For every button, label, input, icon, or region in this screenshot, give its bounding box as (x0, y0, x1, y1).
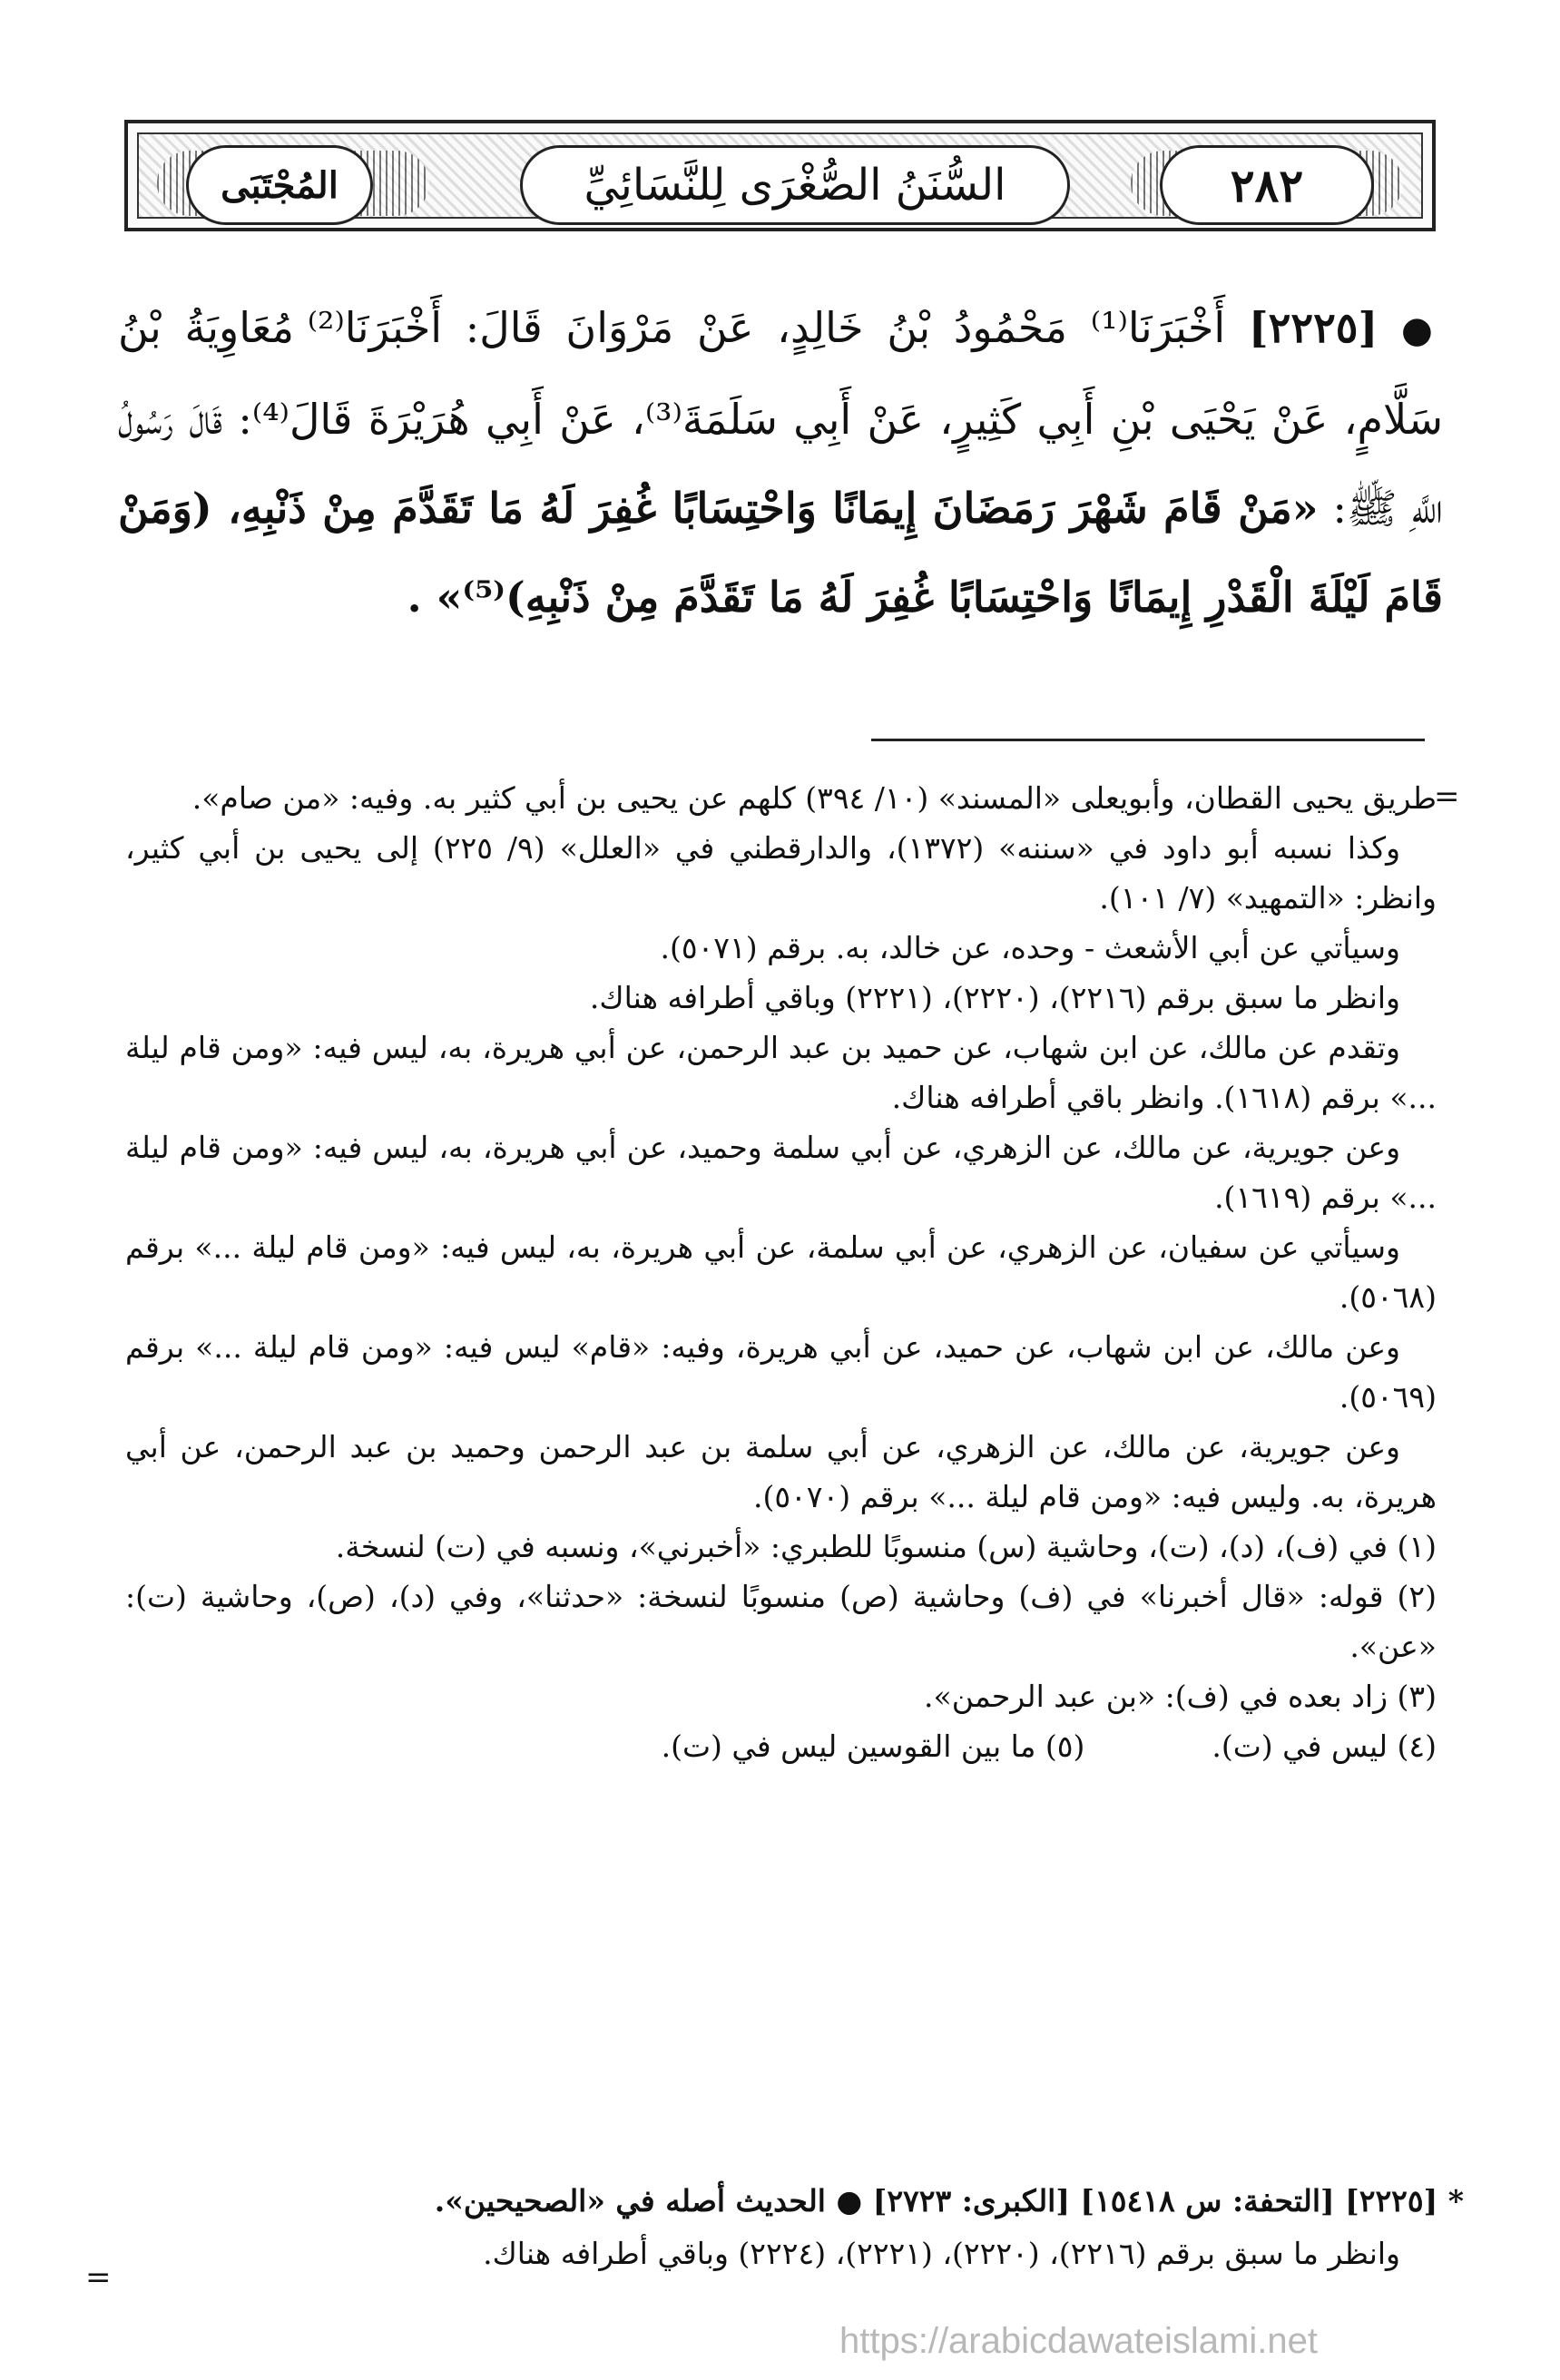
footnote-paragraph: وعن جويرية، عن مالك، عن الزهري، عن أبي سلمة وحميد، عن أبي هريرة، به، ليس فيه: «ومن قام ليلة ...» برقم (١٦١٩). (125, 1130, 1437, 1215)
bullet-icon: ● (1400, 309, 1443, 351)
hadith-number: [٢٢٢٥] (1248, 303, 1378, 352)
hadith-text (118, 283, 1443, 642)
footnote-paragraph: وتقدم عن مالك، عن ابن شهاب، عن حميد بن عبد الرحمن، عن أبي هريرة، به، ليس فيه: «ومن قام ليلة ...» برقم (١٦١٨). وانظر باقي أطرافه هناك. (125, 1030, 1437, 1115)
footnote-4: (٤) ليس في (ت). (1212, 1729, 1437, 1764)
continuation-marker: = (1434, 779, 1460, 815)
matn: «مَنْ قَامَ شَهْرَ رَمَضَانَ إِيمَانًا وَاحْتِسَابًا غُفِرَ لَهُ مَا تَقَدَّمَ مِنْ ذَنْبِهِ، (وَمَنْ قَامَ لَيْلَةَ الْقَدْرِ إِيمَانًا وَاحْتِسَابًا غُفِرَ لَهُ مَا تَقَدَّمَ مِنْ ذَنْبِهِ)⁽⁵⁾» . (118, 484, 1443, 622)
book-short-title: المُجْتَبَى (186, 145, 373, 225)
footnote-separator (871, 739, 1425, 741)
footnote-3: (٣) زاد بعده في (ف): «بن عبد الرحمن». (924, 1679, 1437, 1714)
end-marker: = (85, 2259, 112, 2296)
footnote-row (125, 1721, 1437, 1771)
footnote-1: (١) في (ف)، (د)، (ت)، وحاشية (س) منسوبًا للطبري: «أخبرني»، ونسبه في (ت) لنسخة. (335, 1529, 1437, 1564)
footnote-paragraph: وانظر ما سبق برقم (٢٢١٦)، (٢٢٢٠)، (٢٢٢١) وباقي أطرافه هناك. (589, 980, 1400, 1015)
footnote-paragraph: وسيأتي عن أبي الأشعث - وحده، عن خالد، به. برقم (٥٠٧١). (660, 930, 1400, 965)
header-ornament-frame (137, 132, 1423, 219)
watermark-url: https://arabicdawateislami.net (839, 2321, 1318, 2361)
footnote-paragraph: طريق يحيى القطان، وأبويعلى «المسند» (١٠/ ٣٩٤) كلهم عن يحيى بن أبي كثير به. وفيه: «من صام». (191, 780, 1437, 816)
footnote-paragraph: وعن مالك، عن ابن شهاب، عن حميد، عن أبي هريرة، وفيه: «قام» ليس فيه: «ومن قام ليلة ...» برقم (٥٠٦٩). (125, 1329, 1437, 1415)
page-number: ٢٨٢ (1160, 145, 1374, 225)
footnote-5: (٥) ما بين القوسين ليس في (ت). (661, 1729, 1085, 1764)
footnote-2: (٢) قوله: «قال أخبرنا» في (ف) وحاشية (ص) منسوبًا لنسخة: «حدثنا»، وفي (د)، (ص)، وحاشية (ت): «عن». (125, 1579, 1437, 1664)
takhrij-line: * [٢٢٢٥] [التحفة: س ١٥٤١٨] [الكبرى: ٢٧٢٣] ● الحديث أصله في «الصحيحين». (434, 2183, 1464, 2218)
page-header (124, 120, 1436, 231)
cross-reference-line: وانظر ما سبق برقم (٢٢١٦)، (٢٢٢٠)، (٢٢٢١)، (٢٢٢٤) وباقي أطرافه هناك. (483, 2236, 1400, 2271)
book-title: السُّنَنُ الصُّغْرَى لِلنَّسَائِيِّ (520, 145, 1070, 225)
isnad: أَخْبَرَنَا⁽¹⁾ مَحْمُودُ بْنُ خَالِدٍ، عَنْ مَرْوَانَ قَالَ: أَخْبَرَنَا⁽²⁾ مُعَاوِيَةُ بْنُ سَلَّامٍ، عَنْ يَحْيَى بْنِ أَبِي كَثِيرٍ، عَنْ أَبِي سَلَمَةَ⁽³⁾، عَنْ أَبِي هُرَيْرَةَ قَالَ⁽⁴⁾: قَالَ رَسُولُ اللَّهِ ﷺ: (118, 303, 1443, 533)
footnote-paragraph: وسيأتي عن سفيان، عن الزهري، عن أبي سلمة، عن أبي هريرة، به، ليس فيه: «ومن قام ليلة ...» برقم (٥٠٦٨). (125, 1229, 1437, 1315)
footnote-paragraph: وكذا نسبه أبو داود في «سننه» (١٣٧٢)، والدارقطني في «العلل» (٩/ ٢٢٥) إلى يحيى بن أبي كثير، وانظر: «التمهيد» (٧/ ١٠١). (125, 830, 1437, 916)
footnote-paragraph: وعن جويرية، عن مالك، عن الزهري، عن أبي سلمة بن عبد الرحمن وحميد بن عبد الرحمن، عن أبي هريرة، به. وليس فيه: «ومن قام ليلة ...» برقم (٥٠٧٠). (125, 1429, 1437, 1514)
footnotes (125, 773, 1437, 1771)
